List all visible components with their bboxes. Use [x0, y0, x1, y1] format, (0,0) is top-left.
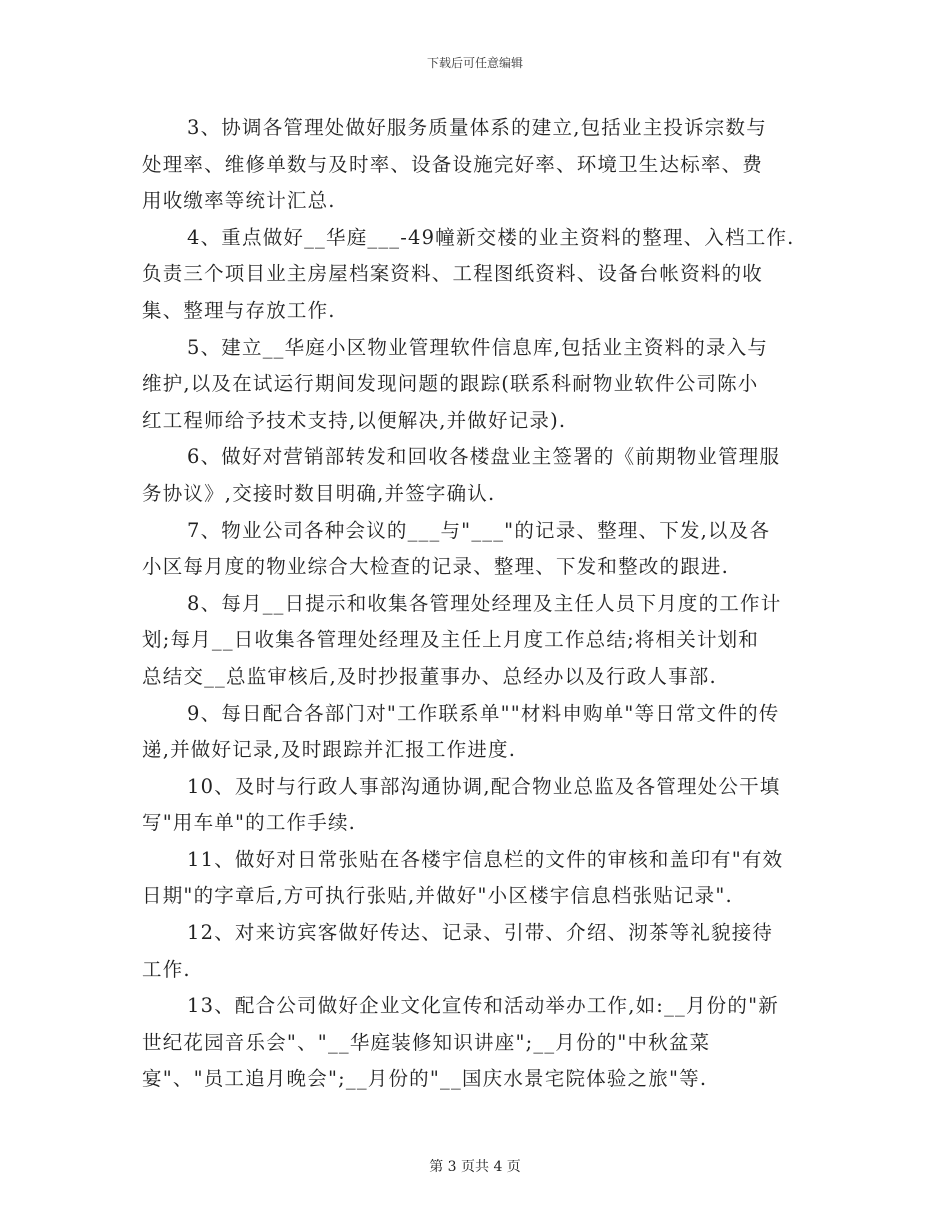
paragraph-line: 9、每日配合各部门对"工作联系单""材料申购单"等日常文件的传 — [187, 701, 780, 725]
paragraph-line: 7、物业公司各种会议的___与"___"的记录、整理、下发,以及各 — [187, 518, 771, 542]
paragraph-line: 4、重点做好__华庭___-49幢新交楼的业主资料的整理、入档工作. — [187, 225, 795, 249]
document-body — [142, 110, 822, 1098]
paragraph-2 — [142, 220, 822, 330]
paragraph-line: 5、建立__华庭小区物业管理软件信息库,包括业主资料的录入与 — [187, 335, 769, 359]
paragraph-line: 集、整理与存放工作. — [142, 298, 336, 322]
paragraph-4 — [142, 439, 822, 512]
paragraph-line: 负责三个项目业主房屋档案资料、工程图纸资料、设备台帐资料的收 — [142, 262, 764, 286]
paragraph-line: 红工程师给予技术支持,以便解决,并做好记录). — [142, 408, 567, 432]
paragraph-line: 6、做好对营销部转发和回收各楼盘业主签署的《前期物业管理服 — [187, 445, 781, 469]
paragraph-8 — [142, 769, 822, 842]
paragraph-line: 日期"的字章后,方可执行张贴,并做好"小区楼宇信息档张贴记录". — [142, 884, 733, 908]
page-header: 下载后可任意编辑 — [426, 56, 523, 70]
paragraph-line: 13、配合公司做好企业文化宣传和活动举办工作,如:__月份的"新 — [187, 994, 779, 1018]
paragraph-line: 宴"、"员工追月晚会";__月份的"__国庆水景宅院体验之旅"等. — [142, 1067, 708, 1091]
paragraph-line: 8、每月__日提示和收集各管理处经理及主任人员下月度的工作计 — [187, 591, 782, 615]
paragraph-line: 总结交__总监审核后,及时抄报董事办、总经办以及行政人事部. — [142, 664, 717, 688]
paragraph-1 — [142, 110, 822, 220]
paragraph-line: 写"用车单"的工作手续. — [142, 811, 357, 835]
paragraph-7 — [142, 696, 822, 769]
paragraph-6 — [142, 586, 822, 696]
paragraph-line: 10、及时与行政人事部沟通协调,配合物业总监及各管理处公干填 — [187, 774, 781, 798]
paragraph-line: 小区每月度的物业综合大检查的记录、整理、下发和整改的跟进. — [142, 555, 729, 579]
page-number: 第 3 页共 4 页 — [429, 1159, 521, 1175]
paragraph-10 — [142, 915, 822, 988]
paragraph-3 — [142, 330, 822, 440]
paragraph-line: 处理率、维修单数与及时率、设备设施完好率、环境卫生达标率、费 — [142, 152, 764, 176]
paragraph-line: 工作. — [142, 957, 191, 981]
paragraph-line: 递,并做好记录,及时跟踪并汇报工作进度. — [142, 738, 517, 762]
paragraph-line: 3、协调各管理处做好服务质量体系的建立,包括业主投诉宗数与 — [187, 116, 767, 139]
paragraph-line: 维护,以及在试运行期间发现问题的跟踪(联系科耐物业软件公司陈小 — [142, 372, 759, 396]
paragraph-11 — [142, 988, 822, 1098]
paragraph-line: 用收缴率等统计汇总. — [142, 189, 336, 213]
paragraph-5 — [142, 513, 822, 586]
paragraph-line: 务协议》,交接时数目明确,并签字确认. — [142, 481, 496, 505]
paragraph-9 — [142, 842, 822, 915]
paragraph-line: 世纪花园音乐会"、"__华庭装修知识讲座";__月份的"中秋盆菜 — [142, 1030, 711, 1054]
paragraph-line: 11、做好对日常张贴在各楼宇信息栏的文件的审核和盖印有"有效 — [187, 847, 784, 871]
paragraph-line: 12、对来访宾客做好传达、记录、引带、介绍、沏茶等礼貌接待 — [187, 921, 774, 945]
paragraph-line: 划;每月__日收集各管理处经理及主任上月度工作总结;将相关计划和 — [142, 628, 760, 652]
